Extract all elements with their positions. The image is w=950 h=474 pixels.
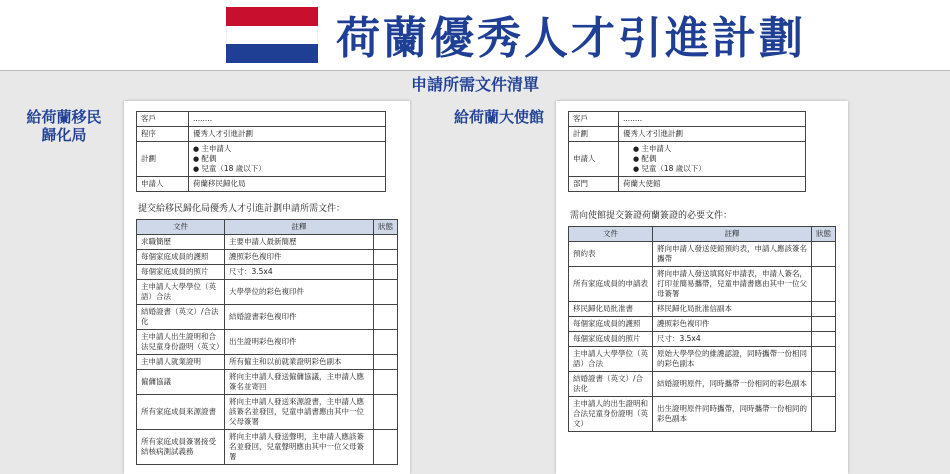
table-header-row <box>137 220 398 235</box>
table-row <box>137 265 398 280</box>
table-row <box>137 430 398 465</box>
table-row <box>569 332 836 347</box>
table-row <box>137 112 386 127</box>
table-row <box>569 242 836 267</box>
doc-cell: 求職簡歷 <box>137 235 225 250</box>
note-cell: 將向申請人發送使館預約表，申請人應該簽名攜帶 <box>653 242 812 267</box>
doc-cell: 結婚證書（英文）/合法化 <box>137 305 225 330</box>
note-cell: 尺寸：3.5x4 <box>225 265 374 280</box>
doc-cell: 主申請人大學學位（英語）合法 <box>569 347 653 372</box>
info-key: 計劃 <box>569 127 619 142</box>
table-row <box>137 330 398 355</box>
doc-cell: 所有家庭成員簽署接受結核病測試義務 <box>137 430 225 465</box>
status-cell <box>812 317 836 332</box>
list-item: ● 兒童（18 歲以下） <box>633 164 801 174</box>
table-row <box>569 127 806 142</box>
info-value: 優秀人才引進計劃 <box>619 127 806 142</box>
netherlands-flag <box>226 7 318 63</box>
list-item: ● 主申請人 <box>633 144 801 154</box>
status-cell <box>374 250 398 265</box>
status-cell <box>812 242 836 267</box>
info-key: 計劃 <box>137 142 189 177</box>
note-cell: 大學學位的彩色複印件 <box>225 280 374 305</box>
info-key: 程序 <box>137 127 189 142</box>
status-cell <box>374 355 398 370</box>
table-row <box>569 267 836 302</box>
status-cell <box>374 280 398 305</box>
status-cell <box>374 305 398 330</box>
status-cell <box>374 395 398 430</box>
status-cell <box>812 302 836 317</box>
table-row <box>569 142 806 177</box>
column-header: 文件 <box>137 220 225 235</box>
status-cell <box>374 265 398 280</box>
note-cell: 將向申請人發送填寫好申請表，申請人簽名，打印並簡易攜帶，兒童申請書應由其中一位父母簽署 <box>653 267 812 302</box>
note-cell: 結婚證明原件，同時攜帶一份相同的彩色副本 <box>653 372 812 397</box>
column-header: 狀態 <box>812 227 836 242</box>
table-row <box>137 370 398 395</box>
table-row <box>137 355 398 370</box>
doc-cell: 結婚證書（英文）/合法化 <box>569 372 653 397</box>
doc-cell: 每個家庭成員的護照 <box>569 317 653 332</box>
note-cell: 護照彩色複印件 <box>653 317 812 332</box>
right-section-title: 需向使館提交簽證荷蘭簽證的必要文件： <box>570 211 733 221</box>
list-item: ● 配偶 <box>193 154 381 164</box>
flag-blue-stripe <box>226 44 318 63</box>
info-value: ........ <box>619 112 806 127</box>
doc-cell: 主申請人的出生證明和合法兒童身份證明（英文） <box>569 397 653 432</box>
table-row <box>137 395 398 430</box>
info-key: 客戶 <box>137 112 189 127</box>
note-cell: 所有僱主和以前就業證明彩色副本 <box>225 355 374 370</box>
doc-cell: 每個家庭成員的照片 <box>569 332 653 347</box>
left-section-title: 提交給移民歸化局優秀人才引進計劃申請所需文件： <box>138 204 346 214</box>
info-value: 荷蘭移民歸化局 <box>189 177 386 192</box>
table-row <box>137 250 398 265</box>
doc-cell: 主申請人大學學位（英語）合法 <box>137 280 225 305</box>
note-cell: 原始大學學位的維護認證，同時攜帶一份相同的彩色副本 <box>653 347 812 372</box>
left-document <box>124 101 410 474</box>
column-header: 狀態 <box>374 220 398 235</box>
right-panel-label: 給荷蘭大使館 <box>453 108 544 126</box>
doc-cell: 僱傭協議 <box>137 370 225 395</box>
doc-cell: 主申請人就業證明 <box>137 355 225 370</box>
right-info-table <box>568 111 806 192</box>
note-cell: 移民歸化局批准信副本 <box>653 302 812 317</box>
table-row <box>137 235 398 250</box>
info-value <box>619 142 806 177</box>
left-documents-table <box>136 219 398 465</box>
table-row <box>569 372 836 397</box>
doc-cell: 每個家庭成員的照片 <box>137 265 225 280</box>
table-row <box>569 347 836 372</box>
section-subtitle: 申請所需文件清單 <box>410 75 539 94</box>
status-cell <box>812 397 836 432</box>
table-row <box>569 112 806 127</box>
info-value: 荷蘭大使館 <box>619 177 806 192</box>
list-item: ● 兒童（18 歲以下） <box>193 164 381 174</box>
table-row <box>137 142 386 177</box>
left-panel-label: 給荷蘭移民歸化局 <box>26 108 102 144</box>
note-cell: 主要申請人最新簡歷 <box>225 235 374 250</box>
doc-cell: 所有家庭成員的申請表 <box>569 267 653 302</box>
flag-white-stripe <box>226 26 318 44</box>
column-header: 文件 <box>569 227 653 242</box>
status-cell <box>374 235 398 250</box>
note-cell: 將向主申請人發送來源證書，主申請人應該簽名並發回，兒童申請書應由其中一位父母簽署 <box>225 395 374 430</box>
doc-cell: 移民歸化局批准書 <box>569 302 653 317</box>
doc-cell: 主申請人出生證明和合法兒童身份證明（英文） <box>137 330 225 355</box>
table-row <box>569 177 806 192</box>
status-cell <box>812 347 836 372</box>
table-row <box>137 177 386 192</box>
page-title: 荷蘭優秀人才引進計劃 <box>336 13 806 64</box>
left-info-table <box>136 111 386 192</box>
info-key: 申請人 <box>137 177 189 192</box>
doc-cell: 所有家庭成員來源證書 <box>137 395 225 430</box>
column-header: 註釋 <box>653 227 812 242</box>
note-cell: 尺寸：3.5x4 <box>653 332 812 347</box>
right-documents-table <box>568 226 836 432</box>
note-cell: 將向主申請人發送僱傭協議，主申請人應簽名並寄回 <box>225 370 374 395</box>
doc-cell: 預約表 <box>569 242 653 267</box>
table-row <box>137 280 398 305</box>
note-cell: 將向主申請人發送聲明，主申請人應該簽名並發回，兒童聲明應由其中一位父母簽署 <box>225 430 374 465</box>
info-key: 客戶 <box>569 112 619 127</box>
list-item: ● 主申請人 <box>193 144 381 154</box>
right-document <box>556 101 848 474</box>
note-cell: 護照彩色複印件 <box>225 250 374 265</box>
status-cell <box>812 332 836 347</box>
list-item: ● 配偶 <box>633 154 801 164</box>
table-row <box>137 127 386 142</box>
doc-cell: 每個家庭成員的護照 <box>137 250 225 265</box>
status-cell <box>812 372 836 397</box>
info-key: 部門 <box>569 177 619 192</box>
table-row <box>569 317 836 332</box>
info-value: 優秀人才引進計劃 <box>189 127 386 142</box>
table-header-row <box>569 227 836 242</box>
info-value: ........ <box>189 112 386 127</box>
table-row <box>569 397 836 432</box>
info-key: 申請人 <box>569 142 619 177</box>
status-cell <box>374 370 398 395</box>
flag-red-stripe <box>226 7 318 26</box>
column-header: 註釋 <box>225 220 374 235</box>
info-value <box>189 142 386 177</box>
note-cell: 出生證明原件同時攜帶，同時攜帶一份相同的彩色副本 <box>653 397 812 432</box>
status-cell <box>374 430 398 465</box>
note-cell: 出生證明彩色複印件 <box>225 330 374 355</box>
table-row <box>569 302 836 317</box>
note-cell: 結婚證書彩色複印件 <box>225 305 374 330</box>
status-cell <box>374 330 398 355</box>
table-row <box>137 305 398 330</box>
status-cell <box>812 267 836 302</box>
